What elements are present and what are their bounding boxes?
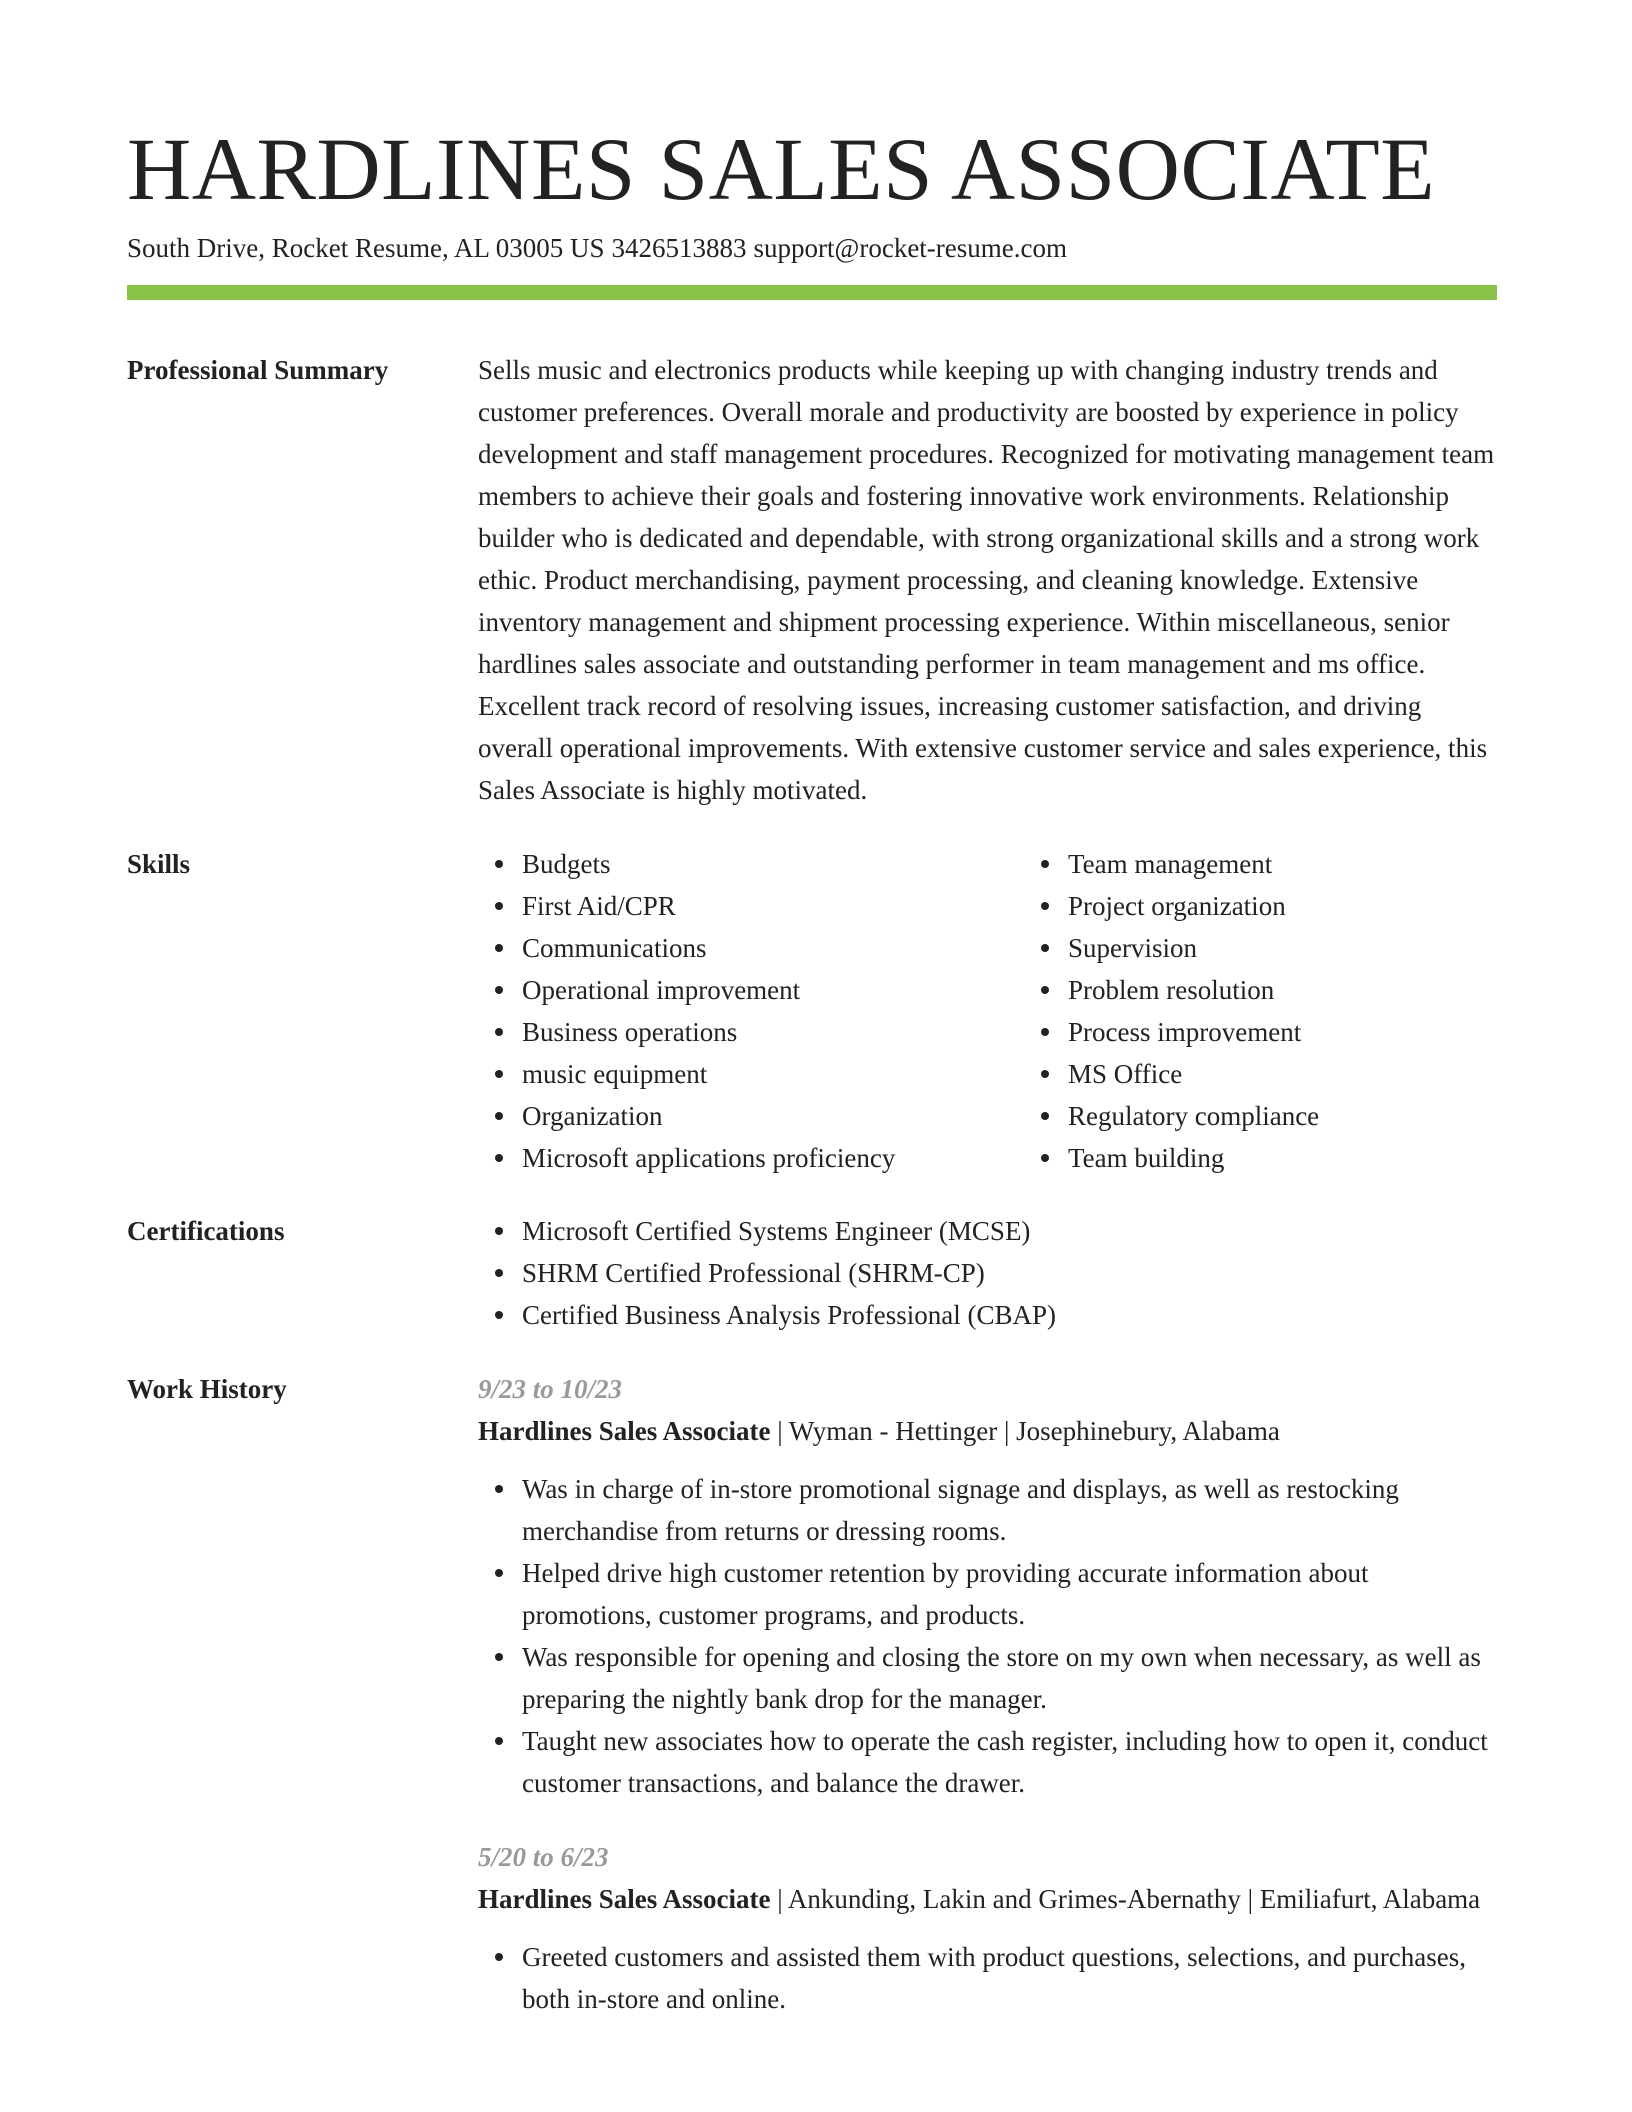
address: South Drive, Rocket Resume, AL 03005 US xyxy=(127,233,605,263)
job-heading xyxy=(478,1878,1497,1920)
skills-section xyxy=(127,843,1497,1179)
certification-item: Certified Business Analysis Professional (CBAP) xyxy=(522,1294,1497,1336)
job-heading xyxy=(478,1410,1497,1452)
job-employer-location: | Ankunding, Lakin and Grimes-Abernathy | Emiliafurt, Alabama xyxy=(770,1884,1481,1914)
job-bullets xyxy=(478,1936,1497,2020)
job-bullet: Taught new associates how to operate the cash register, including how to open it, conduct customer transactions, and balance the drawer. xyxy=(522,1720,1497,1804)
job-bullets xyxy=(478,1468,1497,1804)
skill-item: Microsoft applications proficiency xyxy=(522,1137,1024,1179)
skill-item: Organization xyxy=(522,1095,1024,1137)
work-history-heading: Work History xyxy=(127,1374,287,1404)
skills-heading: Skills xyxy=(127,849,191,879)
summary-text: Sells music and electronics products while keeping up with changing industry trends and customer preferences. Overall morale and productivity are boosted by experience in policy development and staff management procedures. Recognized for motivating management team members to achieve their goals and fostering innovative work environments. Relationship builder who is dedicated and dependable, with strong organizational skills and a strong work ethic. Product merchandising, payment processing, and cleaning knowledge. Extensive inventory management and shipment processing experience. Within miscellaneous, senior hardlines sales associate and outstanding performer in team management and ms office. Excellent track record of resolving issues, increasing customer satisfaction, and driving overall operational improvements. With extensive customer service and sales experience, this Sales Associate is highly motivated. xyxy=(478,355,1495,805)
skill-item: music equipment xyxy=(522,1053,1024,1095)
skill-item: First Aid/CPR xyxy=(522,885,1024,927)
certifications-list xyxy=(478,1210,1497,1336)
certifications-heading: Certifications xyxy=(127,1216,285,1246)
skill-item: Business operations xyxy=(522,1011,1024,1053)
job-dates: 5/20 to 6/23 xyxy=(478,1842,609,1872)
certifications-body xyxy=(478,1210,1497,1336)
skill-item: Communications xyxy=(522,927,1024,969)
job-bullet: Was responsible for opening and closing the store on my own when necessary, as well as preparing the nightly bank drop for the manager. xyxy=(522,1636,1497,1720)
skill-item: Budgets xyxy=(522,843,1024,885)
header-divider xyxy=(127,285,1497,300)
skill-item: Project organization xyxy=(1068,885,1570,927)
skill-item: Problem resolution xyxy=(1068,969,1570,1011)
job-bullet: Was in charge of in-store promotional signage and displays, as well as restocking merchandise from returns or dressing rooms. xyxy=(522,1468,1497,1552)
certifications-section xyxy=(127,1210,1497,1336)
skills-list-right xyxy=(1024,843,1570,1179)
skill-item: Team building xyxy=(1068,1137,1570,1179)
summary-heading: Professional Summary xyxy=(127,355,389,385)
job-dates: 9/23 to 10/23 xyxy=(478,1374,623,1404)
resume-title: HARDLINES SALES ASSOCIATE xyxy=(127,121,1436,219)
job-entry xyxy=(478,1368,1497,1804)
skill-item: MS Office xyxy=(1068,1053,1570,1095)
job-role: Hardlines Sales Associate xyxy=(478,1884,771,1914)
skill-item: Operational improvement xyxy=(522,969,1024,1011)
job-employer-location: | Wyman - Hettinger | Josephinebury, Alabama xyxy=(770,1416,1280,1446)
certification-item: Microsoft Certified Systems Engineer (MCSE) xyxy=(522,1210,1497,1252)
skill-item: Team management xyxy=(1068,843,1570,885)
skill-item: Supervision xyxy=(1068,927,1570,969)
summary-section xyxy=(127,349,1497,811)
job-entry xyxy=(478,1836,1497,2020)
skills-list-left xyxy=(478,843,1024,1179)
email: support@rocket-resume.com xyxy=(753,233,1068,263)
phone: 3426513883 xyxy=(611,233,747,263)
skill-item: Regulatory compliance xyxy=(1068,1095,1570,1137)
skill-item: Process improvement xyxy=(1068,1011,1570,1053)
job-bullet: Greeted customers and assisted them with product questions, selections, and purchases, both in-store and online. xyxy=(522,1936,1497,2020)
contact-line xyxy=(127,228,1497,268)
skills-grid xyxy=(478,843,1570,1179)
job-bullet: Helped drive high customer retention by providing accurate information about promotions, customer programs, and products. xyxy=(522,1552,1497,1636)
certification-item: SHRM Certified Professional (SHRM-CP) xyxy=(522,1252,1497,1294)
resume-page xyxy=(127,118,1497,2020)
job-role: Hardlines Sales Associate xyxy=(478,1416,771,1446)
work-history-body xyxy=(478,1368,1497,2020)
work-history-section xyxy=(127,1368,1497,2020)
